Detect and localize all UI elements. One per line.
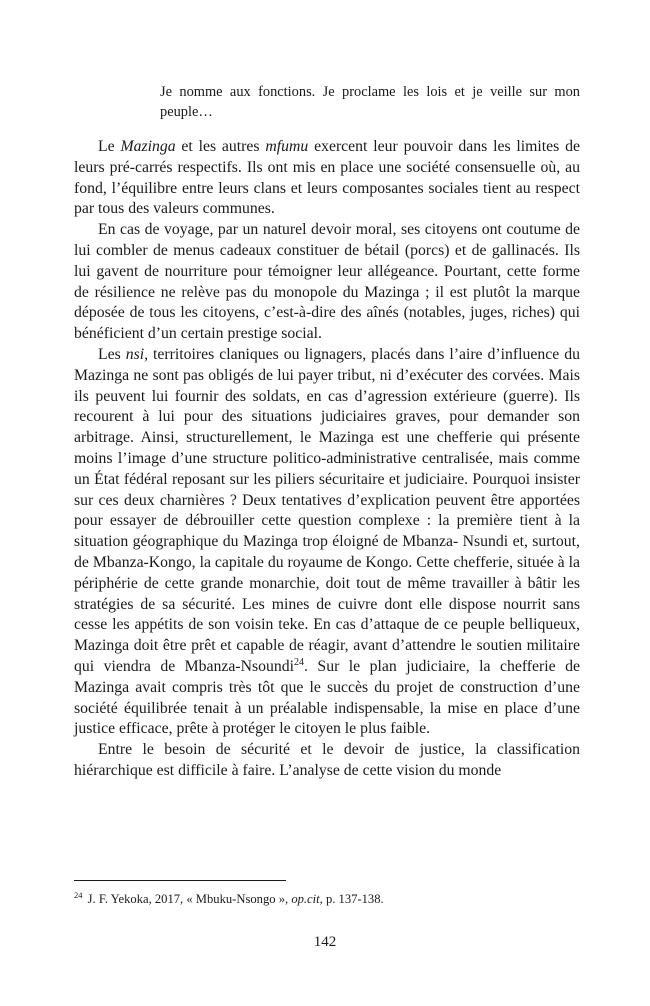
footnote-text: p. 137-138.	[322, 892, 384, 906]
footnote-text: J. F. Yekoka, 2017, « Mbuku-Nsongo »,	[84, 892, 292, 906]
text-run: Le	[98, 138, 121, 155]
paragraph-3	[74, 345, 580, 740]
footnote-number: 24	[74, 889, 83, 900]
text-run: . Sur le plan judiciaire, la chefferie de Mazinga avait compris très tôt que le succès du projet de construction d’une société équilibrée tenait à un préalable indispensable, la mise en place d’une justice efficace, prête à protéger le citoyen le plus faible.	[74, 657, 580, 738]
main-text	[74, 137, 580, 782]
text-run: territoires claniques ou lignagers, placés dans l’aire d’influence du Mazinga ne sont pas obligés de lui payer tribut, ni d’exécuter des corvées. Mais ils peuvent lui fournir des soldats, en cas d’agression extérieure (guerre). Ils recourent à lui pour des situations judiciaires graves, pour demander son arbitrage. Ainsi, structurellement, le Mazinga est une chefferie qui présente moins l’image d’une structure politico-administrative centralisée, mais comme un État fédéral reposant sur les piliers sécuritaire et judiciaire. Pourquoi insister sur ces deux charnières ? Deux tentatives d’explication peuvent être apportées pour essayer de débrouiller cette question complexe : la première tient à la situation géographique du Mazinga trop éloigné de Mbanza- Nsundi et, surtout, de Mbanza-Kongo, la capitale du royaume de Kongo. Cette chefferie, située à la périphérie de cette grande monarchie, doit tout de même travailler à bâtir les stratégies de sa sécurité. Les mines de cuivre dont elle dispose nourrit sans cesse les appétits de son voisin teke. En cas d’attaque de ce peuple belliqueux, Mazinga doit être prêt et capable de réagir, avant d’attendre le soutien militaire qui viendra de Mbanza-Nsoundi	[74, 345, 580, 675]
text-run: Entre le besoin de sécurité et le devoir de justice, la classification hiérarchique est difficile à faire. L’analyse de cette vision du monde	[74, 741, 580, 779]
italic-term: nsi,	[125, 345, 149, 363]
footnote-divider	[74, 880, 286, 881]
footnote	[74, 891, 580, 907]
quote-text: Je nomme aux fonctions. Je proclame les lois et je veille sur mon peuple…	[160, 84, 580, 120]
footnote-italic: op.cit,	[291, 892, 323, 906]
page-number: 142	[313, 934, 337, 950]
paragraph-2	[74, 220, 580, 345]
paragraph-4	[74, 740, 580, 782]
text-run: exercent leur pouvoir dans les limites de leurs pré-carrés respectifs. Ils ont mis en place une société consensuelle où, au fond, l’équilibre entre leurs clans et leurs composantes sociales tient au respect par tous des valeurs communes.	[74, 138, 580, 218]
footnote-reference[interactable]: 24	[294, 656, 305, 668]
paragraph-1	[74, 137, 580, 220]
text-run: En cas de voyage, par un naturel devoir moral, ses citoyens ont coutume de lui combler de menus cadeaux constituer de bétail (porcs) et de gallinacés. Ils lui gavent de nourriture pour témoigner leur allégeance. Pourtant, cette forme de résilience ne relève pas du monopole du Mazinga ; il est plutôt la marque déposée de tous les citoyens, c’est-à-dire des aînés (notables, juges, riches) qui bénéficient d’un certain prestige social.	[74, 221, 580, 343]
text-run: et les autres	[175, 138, 266, 155]
block-quote	[160, 82, 580, 122]
italic-term: mfumu	[265, 138, 309, 155]
text-run: Les	[98, 345, 126, 363]
italic-term: Mazinga	[120, 138, 176, 155]
